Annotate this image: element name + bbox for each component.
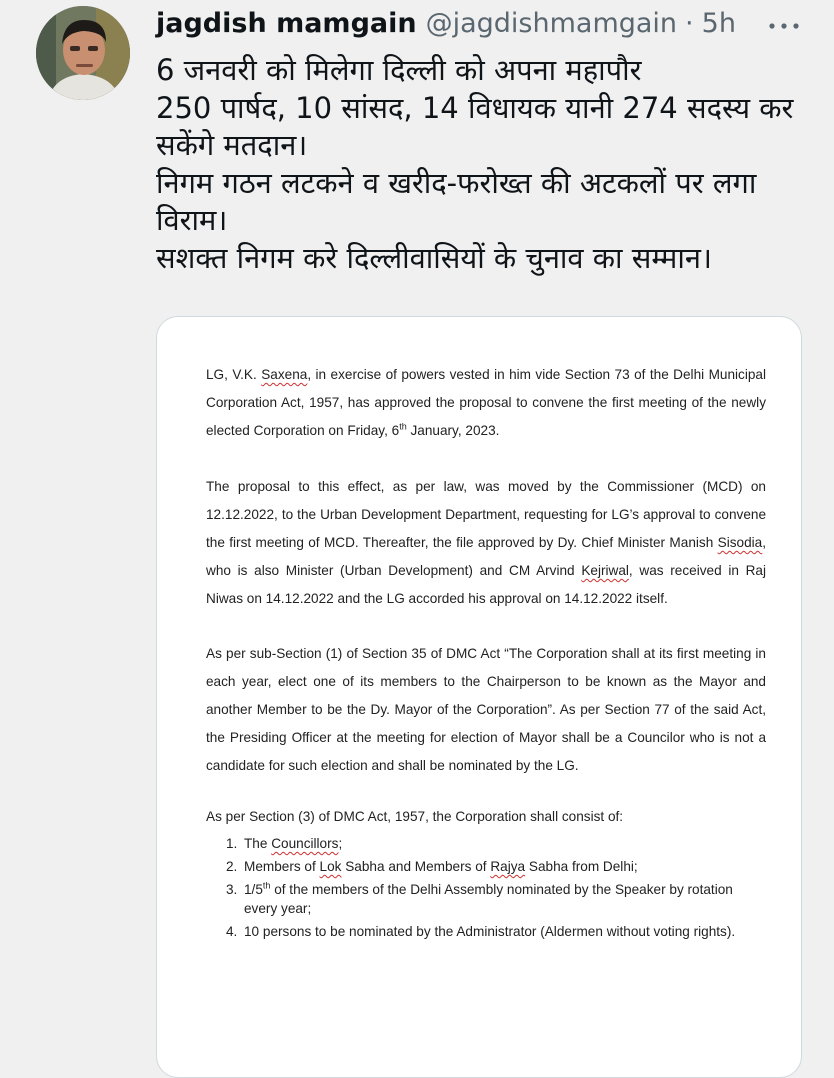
tweet-text-line: सशक्त निगम करे दिल्लीवासियों के चुनाव का सम्मान। bbox=[156, 240, 712, 275]
text-span: , who is also Minister (Urban Development) and CM Arvind bbox=[206, 535, 766, 578]
text-span: The proposal to this effect, as per law, was moved by the Commissioner (MCD) on 12.12.2022, to the Urban Development Department, requesting for LG’s approval to convene the first meeting of MCD. Thereafter, the file approved by Dy. Chief Minister Manish bbox=[206, 479, 766, 550]
list-number: 2. bbox=[226, 859, 238, 874]
document-paragraph bbox=[206, 473, 766, 613]
avatar-photo-icon bbox=[36, 6, 130, 100]
document-paragraph: As per sub-Section (1) of Section 35 of DMC Act “The Corporation shall at its first meeting in each year, elect one of its members to the Chairperson to be known as the Mayor and another Member to be the Dy. Mayor of the Corporation”. As per Section 77 of the said Act, the Presiding Officer at the meeting for election of Mayor shall be a Councilor who is not a candidate for such election and shall be nominated by the LG. bbox=[206, 646, 766, 773]
tweet-text-line: सकेंगे मतदान। bbox=[156, 128, 308, 162]
spellcheck-word: Saxena bbox=[261, 367, 308, 382]
spellcheck-word: Kejriwal bbox=[581, 563, 629, 578]
text-span: January, 2023. bbox=[406, 423, 500, 438]
attached-image[interactable] bbox=[156, 316, 802, 1078]
text-span: The bbox=[244, 836, 272, 851]
list-item bbox=[226, 857, 766, 876]
tweet-text bbox=[156, 52, 806, 277]
tweet-text-line: 250 पार्षद, 10 सांसद, 14 विधायक यानी 274 सदस्य कर bbox=[156, 90, 794, 125]
text-span: Members of bbox=[244, 859, 320, 874]
document-paragraph: As per Section (3) of DMC Act, 1957, the Corporation shall consist of: bbox=[206, 809, 624, 824]
document-text bbox=[206, 361, 766, 945]
tweet-timestamp[interactable]: 5h bbox=[701, 8, 736, 39]
spellcheck-word: Rajya bbox=[490, 859, 526, 874]
text-span: Sabha and Members of bbox=[341, 859, 491, 874]
list-item bbox=[226, 834, 766, 853]
more-horizontal-icon[interactable] bbox=[764, 16, 804, 36]
tweet-text-line: 6 जनवरी को मिलेगा दिल्ली को अपना महापौर bbox=[156, 53, 642, 87]
list-item bbox=[226, 880, 766, 918]
text-span: LG, V.K. bbox=[206, 367, 262, 382]
author-avatar[interactable] bbox=[36, 6, 130, 100]
superscript: th bbox=[262, 880, 271, 891]
document-paragraph bbox=[206, 361, 766, 445]
spellcheck-word: Lok bbox=[319, 859, 342, 874]
tweet-text-line: विराम। bbox=[156, 203, 228, 237]
text-span: Sabha from Delhi; bbox=[525, 859, 638, 874]
text-span: ; bbox=[338, 836, 343, 851]
list-number: 1. bbox=[226, 836, 238, 851]
tweet-header bbox=[156, 8, 736, 44]
text-span: 10 persons to be nominated by the Administrator (Aldermen without voting rights). bbox=[244, 924, 736, 939]
text-span: 1/5 bbox=[244, 882, 263, 897]
superscript: th bbox=[399, 421, 407, 432]
text-span: of the members of the Delhi Assembly nominated by the Speaker by rotation every year; bbox=[244, 882, 733, 916]
author-name[interactable]: jagdish mamgain bbox=[156, 8, 417, 39]
text-span: , was received in Raj Niwas on 14.12.2022 and the LG accorded his approval on 14.12.2022 itself. bbox=[206, 563, 766, 606]
separator-dot: · bbox=[685, 8, 694, 39]
list-number: 3. bbox=[226, 882, 238, 897]
list-number: 4. bbox=[226, 924, 238, 939]
spellcheck-word: Sisodia bbox=[717, 535, 763, 550]
tweet-text-line: निगम गठन लटकने व खरीद-फरोख्त की अटकलों पर लगा bbox=[156, 165, 757, 200]
spellcheck-word: Councillors bbox=[271, 836, 339, 851]
document-list bbox=[206, 834, 766, 941]
text-span: , in exercise of powers vested in him vide Section 73 of the Delhi Municipal Corporation Act, 1957, has approved the proposal to convene the first meeting of the newly elected Corporation on Friday, 6 bbox=[206, 367, 767, 438]
list-item bbox=[226, 922, 766, 941]
author-handle[interactable]: @jagdishmamgain bbox=[425, 8, 678, 39]
